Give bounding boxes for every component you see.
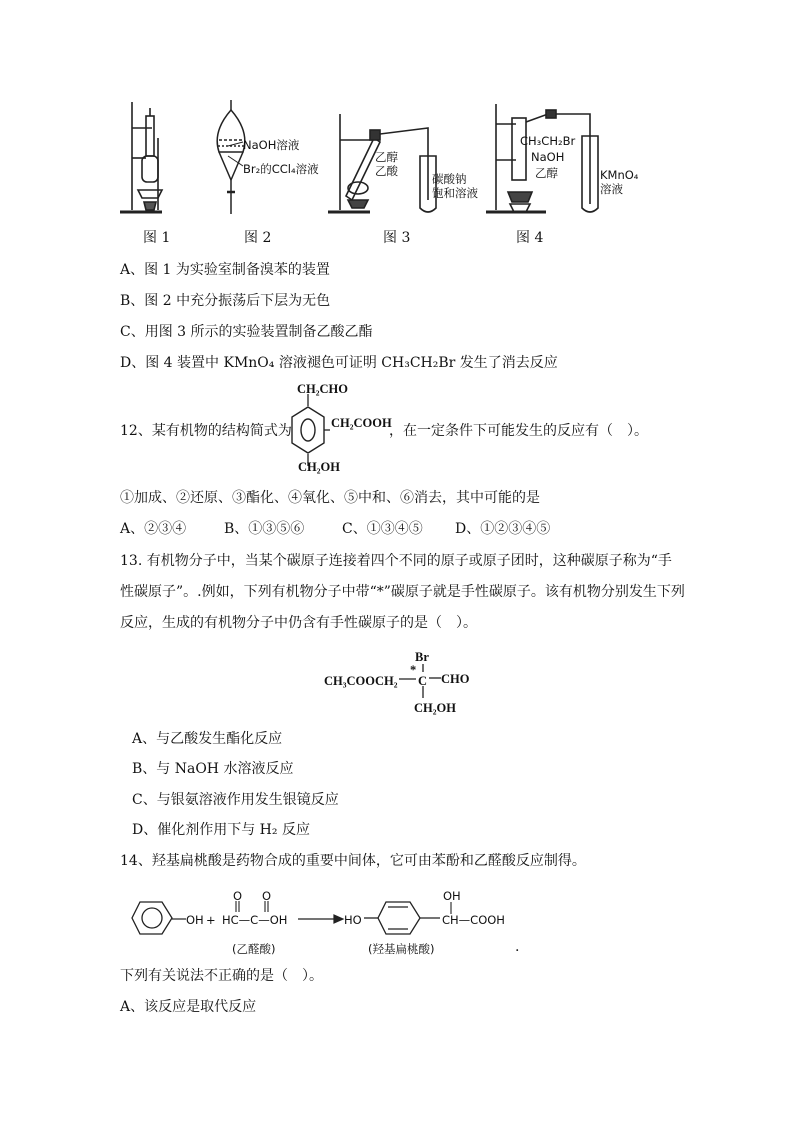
q14-product-ch-cooh: CH—COOH [442,913,505,927]
q12-substituent-right: CH₂COOH [331,416,392,430]
q12-substituent-top: CH₂CHO [297,382,348,396]
q14-question: 下列有关说法不正确的是（ ）。 [120,968,323,984]
q12-option-d: D、①②③④⑤ [455,521,551,537]
figure-2-label-br2: Br₂的CCl₄溶液 [243,162,319,176]
q14-stem: 14、羟基扁桃酸是药物合成的重要中间体，它可由苯酚和乙醛酸反应制得。 [120,853,586,869]
q11-option-d: D、图 4 装置中 KMnO₄ 溶液褪色可证明 CH₃CH₂Br 发生了消去反应 [120,355,558,371]
figure-2-leader-lines [228,140,248,180]
q13-option-b: B、与 NaOH 水溶液反应 [132,761,294,777]
figure-1-caption: 图 1 [143,230,171,246]
q14-glyoxylic-acid-name: (乙醛酸) [232,942,276,956]
figure-4-label-solution: 溶液 [600,182,623,196]
q14-glyoxylic-acid-formula: HC—C—OH [222,913,288,927]
q13-ch2oh: CH₂OH [414,701,456,715]
q14-phenol-ring [132,898,172,938]
figure-3-label-sodium-carbonate: 碳酸钠 [432,172,467,186]
q12-option-b: B、①③⑤⑥ [224,521,305,537]
q13-br: Br [415,650,429,664]
q14-plus: + [206,913,216,927]
q12-option-a: A、②③④ [120,521,187,537]
q14-phenol-bond [172,917,186,921]
q13-bonds [399,660,459,720]
figure-3-label-acetic-acid: 乙酸 [375,164,398,178]
figure-4-label-ethanol: 乙醇 [535,166,558,180]
figure-2-label-naoh: NaOH溶液 [243,138,300,152]
q12-stem-start: 12、某有机物的结构简式为 [120,423,292,439]
q12-stem-end: ，在一定条件下可能发生的反应有（ ）。 [389,423,648,439]
q14-period: . [515,939,520,955]
q12-reactions: ①加成、②还原、③酯化、④氧化、⑤中和、⑥消去，其中可能的是 [120,490,540,506]
figure-3-caption: 图 3 [383,230,411,246]
q13-left-group: CH₃COOCH₂ [324,674,398,688]
figure-4-label-naoh: NaOH [531,150,565,164]
figure-4-label-kmno4: KMnO₄ [600,168,639,182]
q14-product-name: (羟基扁桃酸) [368,942,435,956]
figure-1-apparatus [118,98,178,218]
figure-2-caption: 图 2 [244,230,272,246]
figure-3-label-saturated-solution: 饱和溶液 [432,186,478,200]
q14-product-ring [364,898,444,938]
figure-3-label-ethanol: 乙醇 [375,150,398,164]
q14-product-oh: OH [443,889,461,903]
q12-option-c: C、①③④⑤ [342,521,423,537]
q14-carbonyl-o2: O [262,889,272,903]
q14-product-ho: HO [344,913,362,927]
q13-chiral-carbon: C [418,674,428,688]
figure-4-caption: 图 4 [516,230,544,246]
q13-option-a: A、与乙酸发生酯化反应 [132,731,283,747]
q13-chiral-star: * [410,663,417,677]
q11-option-a: A、图 1 为实验室制备溴苯的装置 [120,262,330,278]
q13-option-c: C、与银氨溶液作用发生银镜反应 [132,792,339,808]
q14-phenol-oh: OH [186,913,204,927]
q11-option-b: B、图 2 中充分振荡后下层为无色 [120,293,331,309]
q11-option-c: C、用图 3 所示的实验装置制备乙酸乙酯 [120,324,373,340]
q14-carbonyl-o1: O [233,889,243,903]
q13-line-2: 性碳原子”。.例如，下列有机物分子中带“*”碳原子就是手性碳原子。该有机物分别发生下列 [120,584,685,600]
q13-line-1: 13. 有机物分子中，当某个碳原子连接着四个不同的原子或原子团时，这种碳原子称为“手 [120,553,672,569]
q12-substituent-bottom: CH₂OH [298,460,340,474]
q13-cho: CHO [441,672,470,686]
q14-reaction-arrow [298,914,343,924]
q13-line-3: 反应，生成的有机物分子中仍含有手性碳原子的是（ ）。 [120,615,477,631]
q13-option-d: D、催化剂作用下与 H₂ 反应 [132,822,310,838]
q14-option-a: A、该反应是取代反应 [120,999,257,1015]
figure-4-label-bromoethane: CH₃CH₂Br [520,134,576,148]
